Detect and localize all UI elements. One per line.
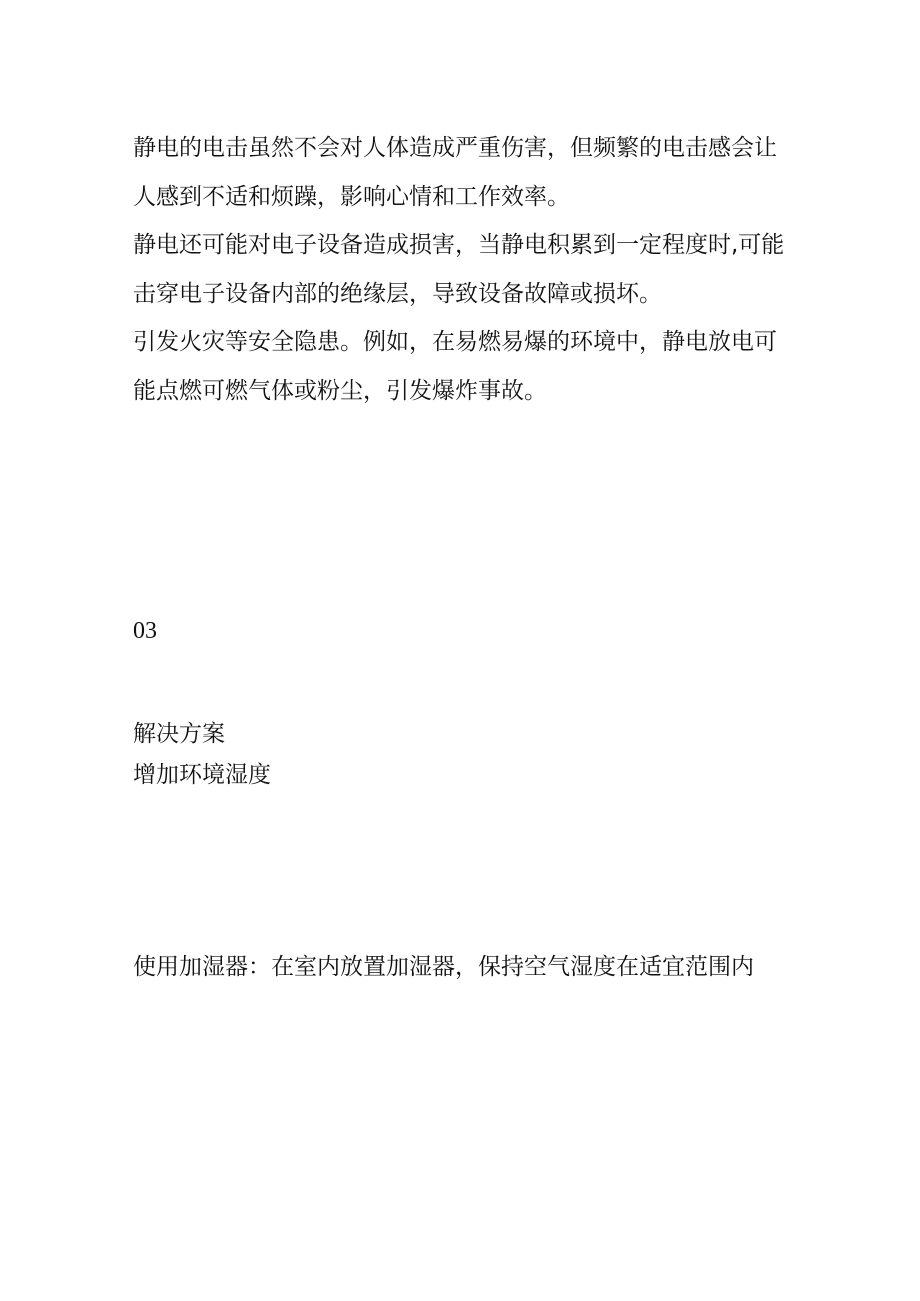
section-number: 03 (133, 618, 157, 644)
paragraph-3-line-1: 引发火灾等安全隐患。例如，在易燃易爆的环境中，静电放电可 (133, 329, 777, 355)
paragraph-1-line-2: 人感到不适和烦躁，影响心情和工作效率。 (133, 184, 570, 210)
section-title: 解决方案 (133, 721, 225, 747)
paragraph-3-line-2: 能点燃可燃气体或粉尘，引发爆炸事故。 (133, 378, 547, 404)
paragraph-1-line-1: 静电的电击虽然不会对人体造成严重伤害，但频繁的电击感会让 (133, 135, 777, 161)
paragraph-2-line-1: 静电还可能对电子设备造成损害，当静电积累到一定程度时,可能 (133, 232, 785, 258)
body-text-humidifier: 使用加湿器：在室内放置加湿器，保持空气湿度在适宜范围内 (133, 954, 754, 980)
paragraph-2-line-2: 击穿电子设备内部的绝缘层，导致设备故障或损坏。 (133, 281, 662, 307)
section-subtitle: 增加环境湿度 (133, 762, 271, 788)
